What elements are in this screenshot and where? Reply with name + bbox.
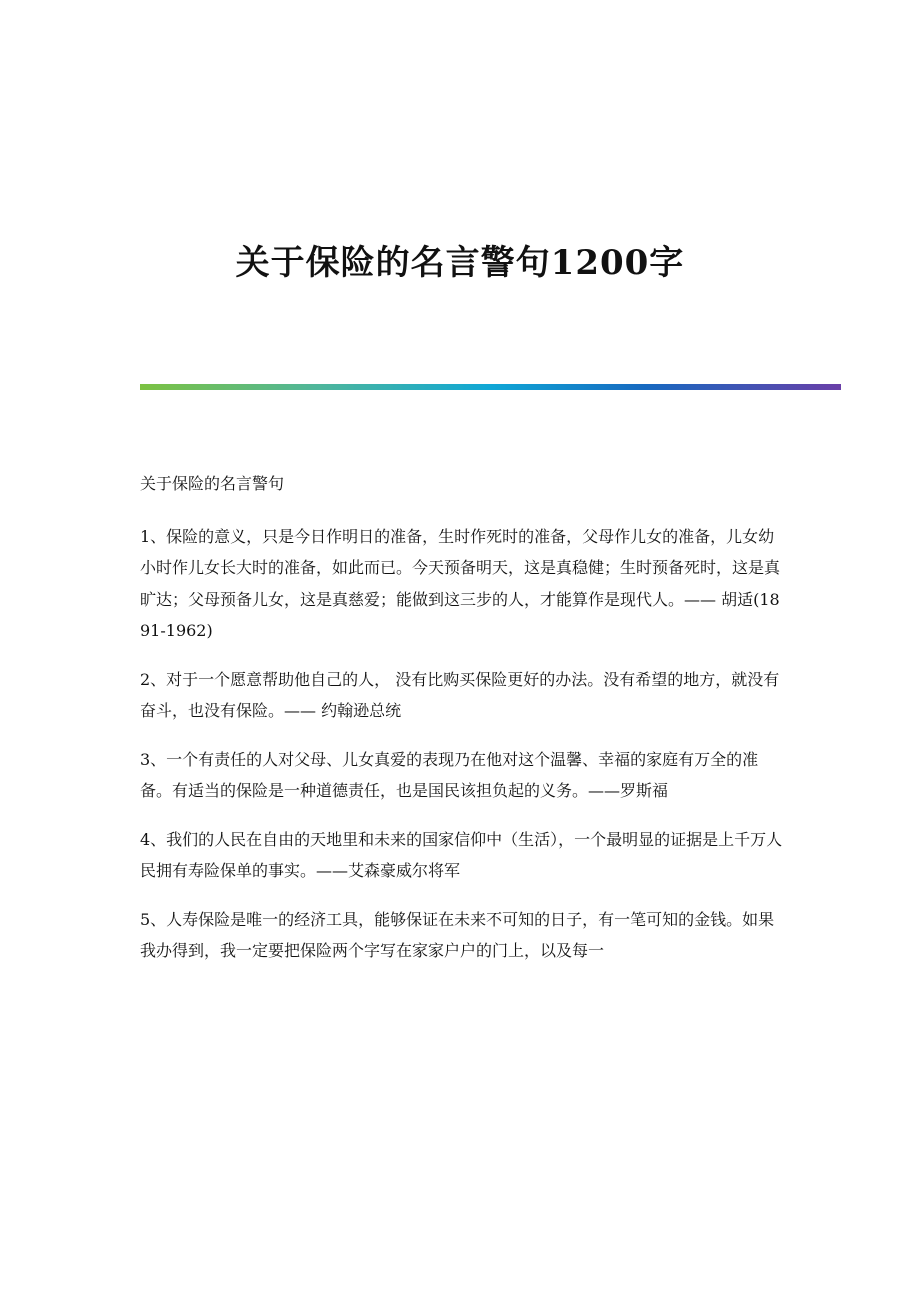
quote-paragraph-2: 2、对于一个愿意帮助他自己的人， 没有比购买保险更好的办法。没有希望的地方，就没有奋斗，也没有保险。—— 约翰逊总统	[140, 669, 780, 720]
quote-paragraph-3: 3、一个有责任的人对父母、儿女真爱的表现乃在他对这个温馨、幸福的家庭有万全的准备。有适当的保险是一种道德责任，也是国民该担负起的义务。——罗斯福	[140, 749, 759, 800]
quote-paragraph-4: 4、我们的人民在自由的天地里和未来的国家信仰中（生活），一个最明显的证据是上千万人民拥有寿险保单的事实。——艾森豪威尔将军	[140, 829, 783, 880]
quote-paragraph-5: 5、人寿保险是唯一的经济工具，能够保证在未来不可知的日子，有一笔可知的金钱。如果我办得到，我一定要把保险两个字写在家家户户的门上，以及每一	[140, 909, 775, 960]
section-subheading: 关于保险的名言警句	[140, 474, 285, 493]
page-title: 关于保险的名言警句1200字	[235, 242, 685, 283]
document-body	[140, 468, 785, 984]
title-divider	[140, 384, 841, 390]
quote-paragraph-1: 1、保险的意义，只是今日作明日的准备，生时作死时的准备，父母作儿女的准备，儿女幼小时作儿女长大时的准备，如此而已。今天预备明天，这是真稳健；生时预备死时，这是真旷达；父母预备儿女，这是真慈爱；能做到这三步的人，才能算作是现代人。—— 胡适(1891-1962)	[140, 526, 781, 640]
